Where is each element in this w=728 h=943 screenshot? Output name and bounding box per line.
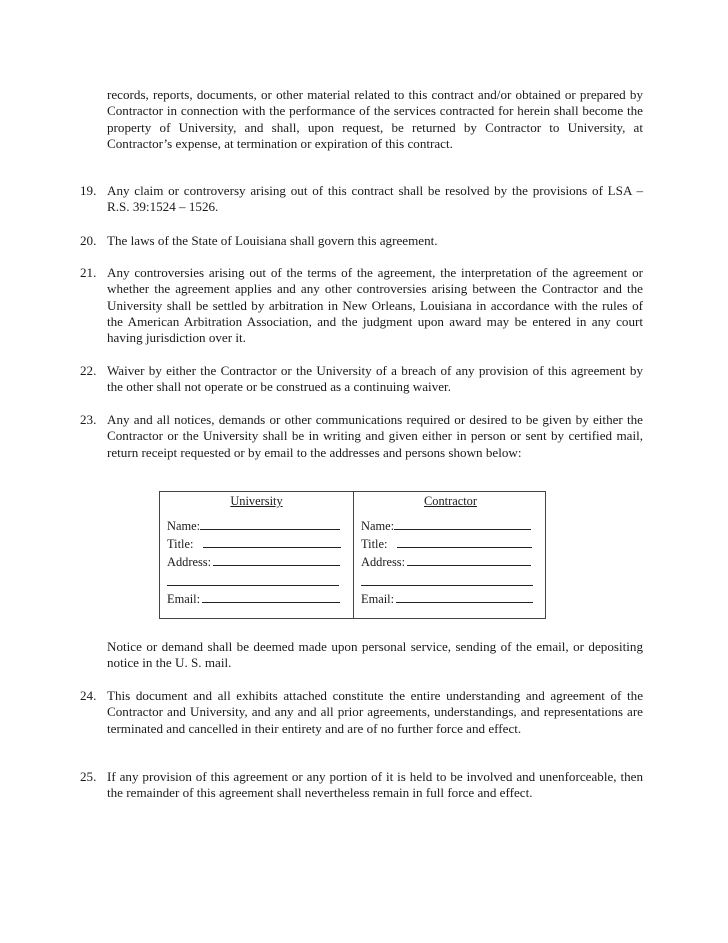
clause-text: Any and all notices, demands or other communications required or desired to be given by either the Contractor or the University shall be in writing and given either in person or sent by certified mail, return receipt requested or by email to the addresses and persons shown below: (107, 412, 643, 460)
continued-clause-text: records, reports, documents, or other material related to this contract and/or obtained or prepared by Contractor in connection with the performance of the services contracted for herein shall become the property of University, and shall, upon request, be returned by Contractor to University, at Contractor’s expense, at termination or expiration of this contract. (107, 87, 643, 151)
email-label: Email: (167, 592, 201, 606)
contractor-name-field (361, 518, 531, 534)
email-blank (396, 591, 533, 603)
university-name-field (167, 518, 340, 534)
clause-text: Any controversies arising out of the terms of the agreement, the interpretation of the agreement or whether the agreement applies and any other controversies arising between the Contractor and the University shall be settled by arbitration in New Orleans, Louisiana in accordance with the rules of the American Arbitration Association, and the judgment upon award may be entered in any court having jurisdiction over it. (107, 265, 643, 346)
contractor-column (354, 492, 547, 618)
address-label: Address: (361, 555, 406, 569)
clause-number: 25. (80, 769, 97, 784)
clause-number: 24. (80, 688, 97, 703)
contractor-address-field (361, 554, 531, 570)
clause-number: 23. (80, 412, 97, 427)
address-blank (213, 554, 340, 566)
email-blank (202, 591, 340, 603)
contractor-heading: Contractor (424, 494, 477, 508)
address-label: Address: (167, 555, 212, 569)
university-heading: University (230, 494, 283, 508)
clause-22 (80, 363, 643, 396)
university-email-field (167, 591, 340, 607)
clause-20 (80, 233, 643, 249)
name-label: Name: (167, 519, 201, 533)
clause-24 (80, 688, 643, 737)
address-blank (407, 554, 531, 566)
title-blank (203, 536, 341, 548)
name-blank (394, 518, 531, 530)
clause-text: If any provision of this agreement or any portion of it is held to be involved and unenforceable, then the remainder of this agreement shall nevertheless remain in full force and effect. (107, 769, 643, 801)
name-blank (200, 518, 340, 530)
name-label: Name: (361, 519, 395, 533)
clause-text: Waiver by either the Contractor or the University of a breach of any provision of this agreement by the other shall not operate or be construed as a continuing waiver. (107, 363, 643, 395)
title-label: Title: (361, 537, 388, 551)
contractor-title-field (361, 536, 532, 552)
university-address-field (167, 554, 340, 570)
clause-25 (80, 769, 643, 802)
clause-text: The laws of the State of Louisiana shall govern this agreement. (107, 233, 438, 248)
clause-23 (80, 412, 643, 461)
clause-text: Any claim or controversy arising out of this contract shall be resolved by the provisions of LSA – R.S. 39:1524 – 1526. (107, 183, 643, 215)
clause-number: 20. (80, 233, 97, 248)
clause-21 (80, 265, 643, 346)
clause-number: 19. (80, 183, 97, 198)
notice-paragraph: Notice or demand shall be deemed made upon personal service, sending of the email, or depositing notice in the U. S. mail. (107, 639, 643, 671)
clause-number: 21. (80, 265, 97, 280)
clause-number: 22. (80, 363, 97, 378)
clause-text: This document and all exhibits attached constitute the entire understanding and agreement of the Contractor and University, and any and all prior agreements, understandings, and representations are terminated and cancelled in their entirety and are of no further force and effect. (107, 688, 643, 736)
university-column (160, 492, 353, 618)
address-blank-line-2 (167, 584, 339, 586)
email-label: Email: (361, 592, 395, 606)
notice-address-table (159, 491, 546, 619)
clause-19 (80, 183, 643, 216)
contractor-email-field (361, 591, 533, 607)
address-blank-line-2 (361, 584, 533, 586)
title-label: Title: (167, 537, 194, 551)
university-title-field (167, 536, 341, 552)
title-blank (397, 536, 532, 548)
